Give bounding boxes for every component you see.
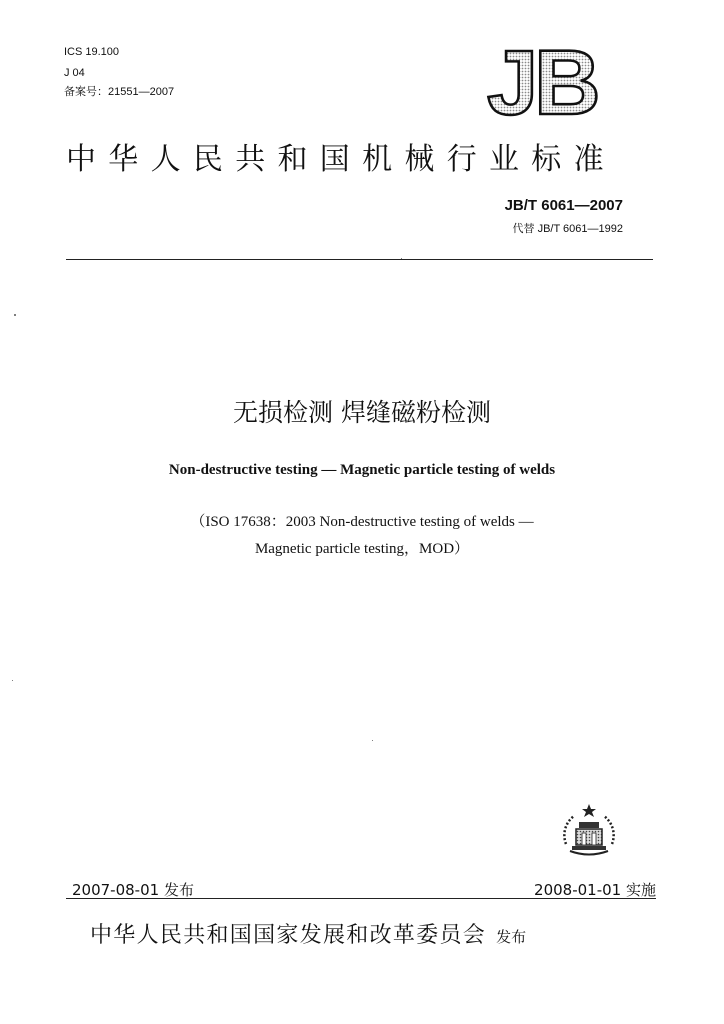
jb-logo	[485, 40, 615, 120]
jb-logo-text: JB	[487, 40, 597, 120]
implementation-date: 2008-01-01 实施	[534, 881, 656, 899]
issue-date: 2007-08-01 发布	[72, 881, 194, 899]
english-title: Non-destructive testing — Magnetic particle testing of welds	[168, 462, 556, 478]
iso-reference-line-2: Magnetic particle testing，MOD）	[254, 541, 470, 557]
chinese-title: 无损检测 焊缝磁粉检测	[233, 398, 491, 427]
scan-speck	[14, 314, 16, 316]
publisher-emblem-icon	[558, 800, 620, 860]
standard-number: JB/T 6061—2007	[504, 197, 623, 214]
iso-reference-line-1: （ISO 17638：2003 Non-destructive testing of welds —	[190, 514, 534, 530]
filing-number: 备案号：21551—2007	[64, 86, 175, 98]
ics-code: ICS 19.100	[64, 46, 120, 58]
ccs-code: J 04	[64, 67, 85, 79]
publisher-name: 中华人民共和国国家发展和改革委员会	[90, 923, 487, 948]
scan-speck	[12, 680, 13, 681]
industry-standard-title: 中华人民共和国机械行业标准	[66, 142, 616, 177]
scan-speck	[401, 258, 402, 259]
footer-divider	[66, 898, 656, 899]
publisher-suffix: 发布	[496, 928, 527, 946]
publisher	[90, 918, 526, 949]
header-divider	[66, 259, 653, 260]
replaced-standard: 代替 JB/T 6061—1992	[512, 223, 623, 235]
scan-speck	[372, 740, 373, 741]
